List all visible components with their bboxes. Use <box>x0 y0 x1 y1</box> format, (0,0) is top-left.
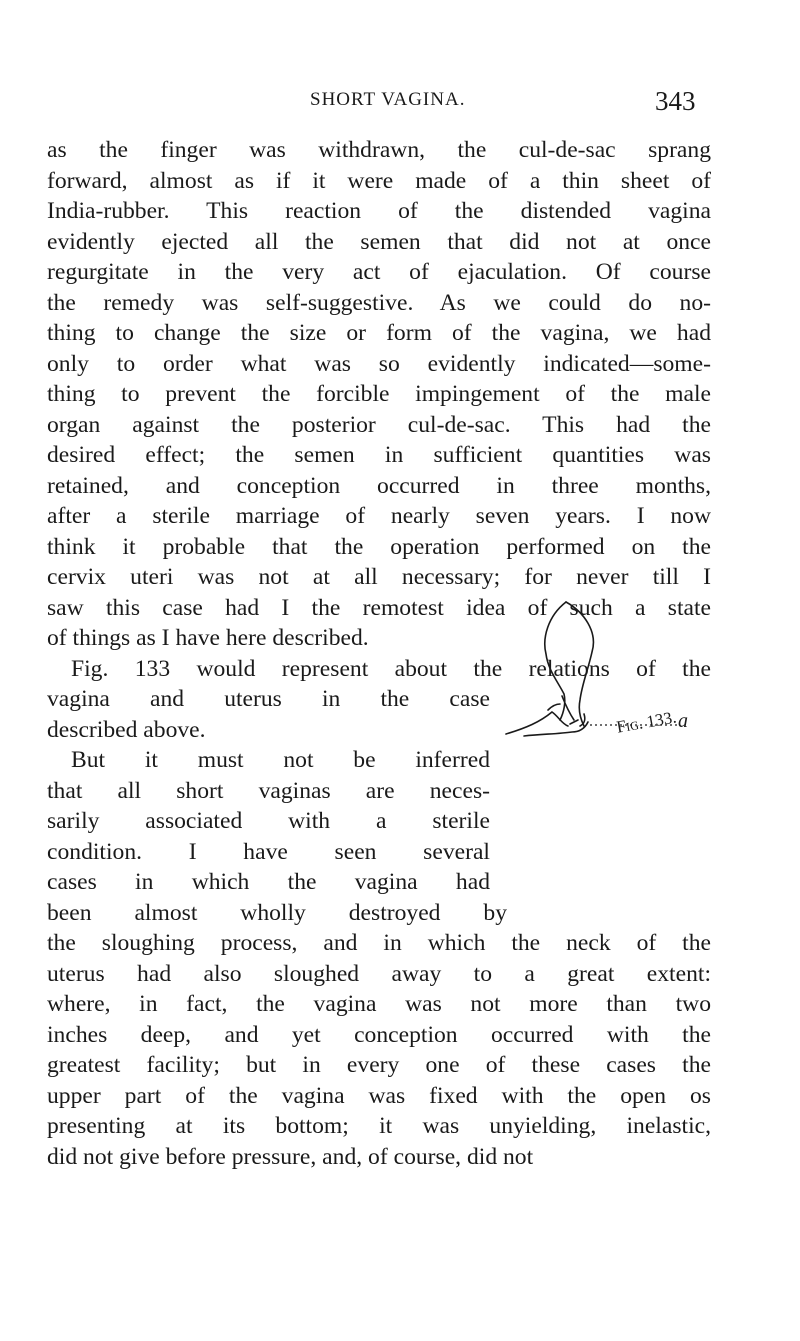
text-line: cervix uteri was not at all necessary; for never till I <box>47 564 711 590</box>
text-line: described above. <box>47 716 206 743</box>
text-line: uterus had also sloughed away to a great extent: <box>47 960 711 987</box>
uterus-vagina-illustration <box>500 592 730 792</box>
text-line: vagina and uterus in the case <box>47 686 490 712</box>
text-line: organ against the posterior cul-de-sac. This had the <box>47 411 711 438</box>
text-line: forward, almost as if it were made of a thin sheet of <box>47 167 711 194</box>
text-line: evidently ejected all the semen that did not at once <box>47 228 711 255</box>
text-line: after a sterile marriage of nearly seven years. I now <box>47 503 711 529</box>
text-line: that all short vaginas are neces- <box>47 777 490 804</box>
figure-caption: Fig. 133. <box>615 707 678 737</box>
text-line: where, in fact, the vagina was not more than two <box>47 991 711 1017</box>
text-line: of things as I have here described. <box>47 625 369 651</box>
text-line: cases in which the vagina had <box>47 869 490 895</box>
figure-label-a: a <box>678 710 688 732</box>
text-line: desired effect; the semen in sufficient quantities was <box>47 442 711 468</box>
figure-133 <box>500 592 730 792</box>
text-line: greatest facility; but in every one of these cases the <box>47 1052 711 1078</box>
page-number: 343 <box>655 86 696 116</box>
text-line: sarily associated with a sterile <box>47 808 490 834</box>
text-line: as the finger was withdrawn, the cul-de-sac sprang <box>47 137 711 163</box>
text-line: thing to prevent the forcible impingement of the male <box>47 381 711 407</box>
text-line: But it must not be inferred <box>71 747 490 773</box>
text-line: inches deep, and yet conception occurred with the <box>47 1021 711 1048</box>
text-line: the remedy was self-suggestive. As we could do no- <box>47 289 711 316</box>
text-line: India-rubber. This reaction of the distended vagina <box>47 198 711 224</box>
text-line: saw this case had I the remotest idea of such a state <box>47 594 711 621</box>
text-line: thing to change the size or form of the vagina, we had <box>47 320 711 346</box>
text-line: only to order what was so evidently indicated—some- <box>47 350 711 377</box>
text-line: did not give before pressure, and, of course, did not <box>47 1143 534 1170</box>
text-line: Fig. 133 would represent about the relations of the <box>71 655 711 682</box>
text-line: upper part of the vagina was fixed with the open os <box>47 1082 711 1109</box>
text-line: been almost wholly destroyed by <box>47 899 507 926</box>
running-title: SHORT VAGINA. <box>310 89 466 110</box>
text-line: presenting at its bottom; it was unyielding, inelastic, <box>47 1113 711 1139</box>
text-line: regurgitate in the very act of ejaculation. Of course <box>47 259 711 285</box>
page-header <box>0 86 800 126</box>
text-line: retained, and conception occurred in three months, <box>47 472 711 499</box>
text-line: the sloughing process, and in which the neck of the <box>47 930 711 956</box>
text-line: condition. I have seen several <box>47 838 490 865</box>
text-line: think it probable that the operation performed on the <box>47 533 711 560</box>
